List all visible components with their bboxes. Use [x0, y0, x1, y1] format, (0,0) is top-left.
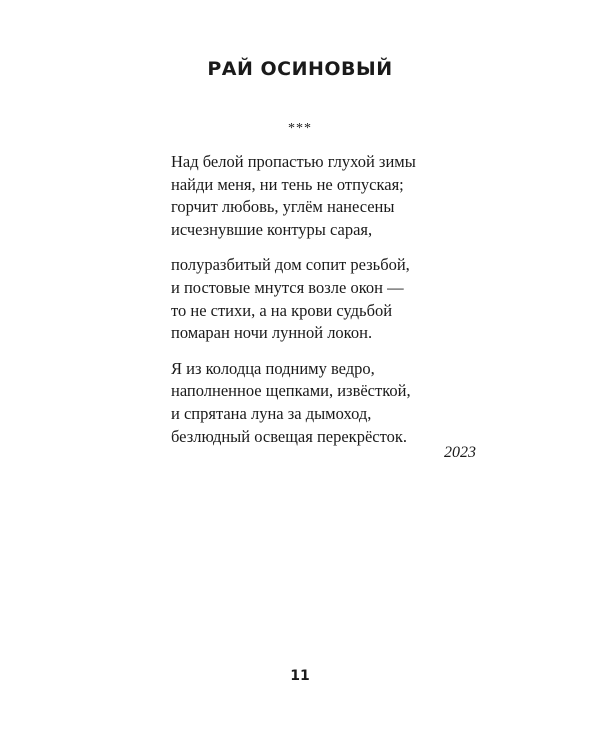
poem-line: найди меня, ни тень не отпуская; [171, 174, 404, 194]
stanza-1 [171, 151, 491, 241]
poem-body [171, 151, 491, 461]
poem-line: горчит любовь, углём нанесены [171, 197, 395, 217]
section-mark: *** [288, 121, 312, 136]
poem-year: 2023 [444, 444, 476, 461]
stanza-3 [171, 358, 491, 448]
page-number: 11 [290, 668, 310, 684]
page-title: РАЙ ОСИНОВЫЙ [207, 58, 393, 80]
poem-line: и спрятана луна за дымоход, [171, 403, 372, 423]
poem-line: и постовые мнутся возле окон — [171, 277, 404, 297]
poem-line: наполненное щепками, извёсткой, [171, 381, 411, 401]
poem-line: безлюдный освещая перекрёсток. [171, 426, 407, 446]
poem-line: Я из колодца подниму ведро, [171, 358, 375, 378]
poem-line: полуразбитый дом сопит резьбой, [171, 255, 410, 275]
poem-line: помаран ночи лунной локон. [171, 323, 373, 343]
poem-line: Над белой пропастью глухой зимы [171, 152, 416, 171]
stanza-2 [171, 254, 491, 344]
poem-line: то не стихи, а на крови судьбой [171, 300, 393, 320]
poem-line: исчезнувшие контуры сарая, [171, 219, 373, 239]
